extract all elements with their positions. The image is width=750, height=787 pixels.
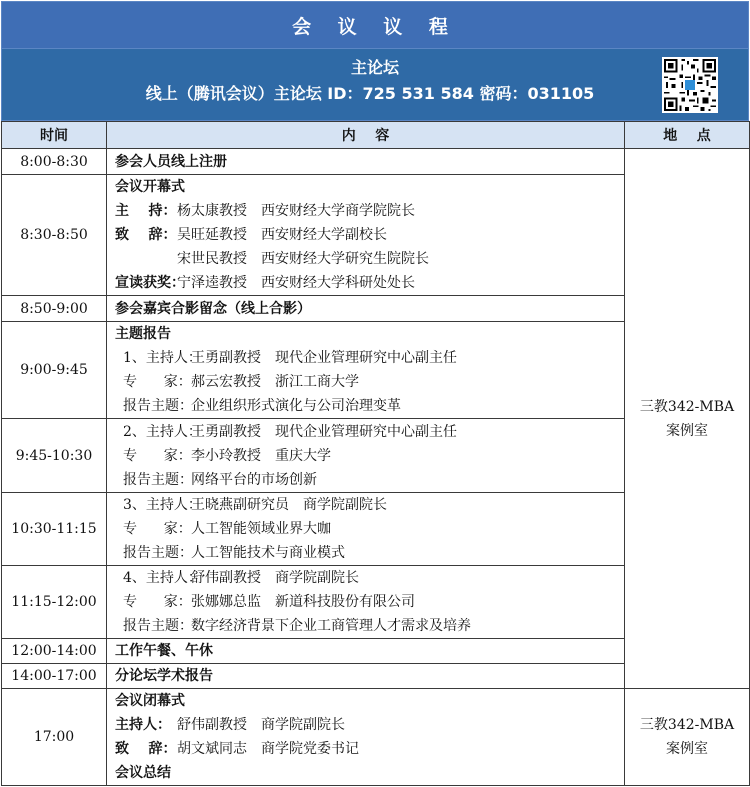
row-title: 分论坛学术报告 <box>107 664 625 689</box>
org: 重庆大学 <box>275 447 331 464</box>
person: 张娜娜总监 <box>191 594 261 610</box>
person: 李小玲教授 <box>191 447 261 464</box>
label: 专 家： <box>123 594 192 610</box>
table-header-row <box>2 122 750 149</box>
host-line <box>115 199 624 223</box>
row-time: 9:45-10:30 <box>2 419 107 493</box>
person: 胡文斌同志 <box>177 741 247 757</box>
topic-line <box>115 614 624 638</box>
topic: 数字经济背景下企业工商管理人才需求及培养 <box>191 618 471 634</box>
topic: 人工智能技术与商业模式 <box>191 545 345 561</box>
row-title: 参会嘉宾合影留念（线上合影） <box>107 296 625 322</box>
person: 宋世民教授 <box>177 251 247 267</box>
topic-line <box>115 468 624 492</box>
label: 主 持： <box>115 203 177 219</box>
expert-line <box>115 444 624 468</box>
agenda-sheet <box>1 1 749 785</box>
org: 西安财经大学研究生院院长 <box>261 251 429 267</box>
label: 专 家： <box>123 521 192 537</box>
column-header-content: 内 容 <box>107 122 625 149</box>
column-header-location: 地 点 <box>625 122 750 149</box>
org: 新道科技股份有限公司 <box>275 594 415 610</box>
topic: 网络平台的市场创新 <box>191 471 317 488</box>
topic-line <box>115 541 624 565</box>
host-line <box>115 566 624 590</box>
row-time: 8:50-9:00 <box>2 296 107 322</box>
row-title: 会议闭幕式 <box>115 693 185 709</box>
forum-banner <box>1 49 749 121</box>
topic-line <box>115 394 624 418</box>
summary-line: 会议总结 <box>115 765 171 781</box>
person: 宁泽逵教授 <box>177 275 247 291</box>
org: 商学院副院长 <box>275 570 359 586</box>
host-line <box>115 420 624 444</box>
keynote-3 <box>107 493 625 566</box>
org: 浙江工商大学 <box>275 374 359 390</box>
keynote-2 <box>107 419 625 493</box>
speech-line <box>115 223 624 247</box>
label: 1、主持人： <box>123 350 202 366</box>
row-title: 参会人员线上注册 <box>107 149 625 175</box>
award-line <box>115 271 624 295</box>
person: 王晓燕副研究员 <box>191 497 289 513</box>
label: 宣读获奖： <box>115 275 185 291</box>
label: 报告主题： <box>123 545 193 561</box>
row-time: 12:00-14:00 <box>2 639 107 664</box>
expert-line <box>115 517 624 541</box>
speech-line <box>115 737 624 761</box>
expert-line <box>115 590 624 614</box>
label: 专 家： <box>123 374 192 390</box>
label: 致 辞： <box>115 741 177 757</box>
forum-name: 主论坛 <box>350 58 399 77</box>
person: 郝云宏教授 <box>191 374 261 390</box>
row-title: 工作午餐、午休 <box>107 639 625 664</box>
row-time: 9:00-9:45 <box>2 322 107 419</box>
person: 舒伟副教授 <box>191 570 261 586</box>
closing-ceremony <box>107 689 625 786</box>
org: 西安财经大学商学院院长 <box>261 203 415 219</box>
opening-ceremony <box>107 175 625 296</box>
closing-location <box>625 689 750 786</box>
speech-line <box>115 247 624 271</box>
label: 致 辞： <box>115 227 177 243</box>
org: 现代企业管理研究中心副主任 <box>275 350 457 366</box>
location-line: 三教342-MBA <box>639 398 735 415</box>
person: 舒伟副教授 <box>177 717 247 733</box>
column-header-time: 时间 <box>2 122 107 149</box>
person: 人工智能领域业界大咖 <box>191 521 331 537</box>
org: 商学院党委书记 <box>261 741 359 757</box>
label: 报告主题： <box>123 618 193 634</box>
person: 吴旺延教授 <box>177 227 247 243</box>
topic: 企业组织形式演化与公司治理变革 <box>191 398 401 414</box>
label: 专 家： <box>123 447 192 464</box>
location-line: 三教342-MBA <box>639 717 735 733</box>
row-time: 14:00-17:00 <box>2 664 107 689</box>
row-time: 11:15-12:00 <box>2 566 107 639</box>
label: 报告主题： <box>123 398 193 414</box>
agenda-table <box>1 121 750 786</box>
label: 3、主持人： <box>123 497 202 513</box>
table-row <box>2 149 750 175</box>
row-title: 主题报告 <box>115 326 171 342</box>
label: 4、主持人： <box>123 570 202 586</box>
expert-line <box>115 370 624 394</box>
org: 商学院副院长 <box>303 497 387 513</box>
row-time: 10:30-11:15 <box>2 493 107 566</box>
row-time: 8:00-8:30 <box>2 149 107 175</box>
label: 报告主题： <box>123 471 193 488</box>
location-line: 案例室 <box>666 741 708 757</box>
meeting-info: 线上（腾讯会议）主论坛 ID：725 531 584 密码：031105 <box>145 84 595 103</box>
location-line: 案例室 <box>666 422 708 439</box>
person: 王勇副教授 <box>191 423 261 440</box>
label: 2、主持人： <box>123 423 202 440</box>
keynote-1 <box>107 322 625 419</box>
host-line <box>115 346 624 370</box>
org: 西安财经大学科研处处长 <box>261 275 415 291</box>
row-time: 8:30-8:50 <box>2 175 107 296</box>
label: 主持人： <box>115 717 171 733</box>
org: 商学院副院长 <box>261 717 345 733</box>
row-title: 会议开幕式 <box>115 179 185 195</box>
main-location <box>625 149 750 689</box>
host-line <box>115 493 624 517</box>
person: 王勇副教授 <box>191 350 261 366</box>
org: 西安财经大学副校长 <box>261 227 387 243</box>
table-row <box>2 689 750 786</box>
org: 现代企业管理研究中心副主任 <box>275 423 457 440</box>
person: 杨太康教授 <box>177 203 247 219</box>
qr-code-icon <box>662 57 718 113</box>
row-time: 17:00 <box>2 689 107 786</box>
host-line <box>115 713 624 737</box>
keynote-4 <box>107 566 625 639</box>
agenda-title: 会 议 议 程 <box>1 1 749 49</box>
